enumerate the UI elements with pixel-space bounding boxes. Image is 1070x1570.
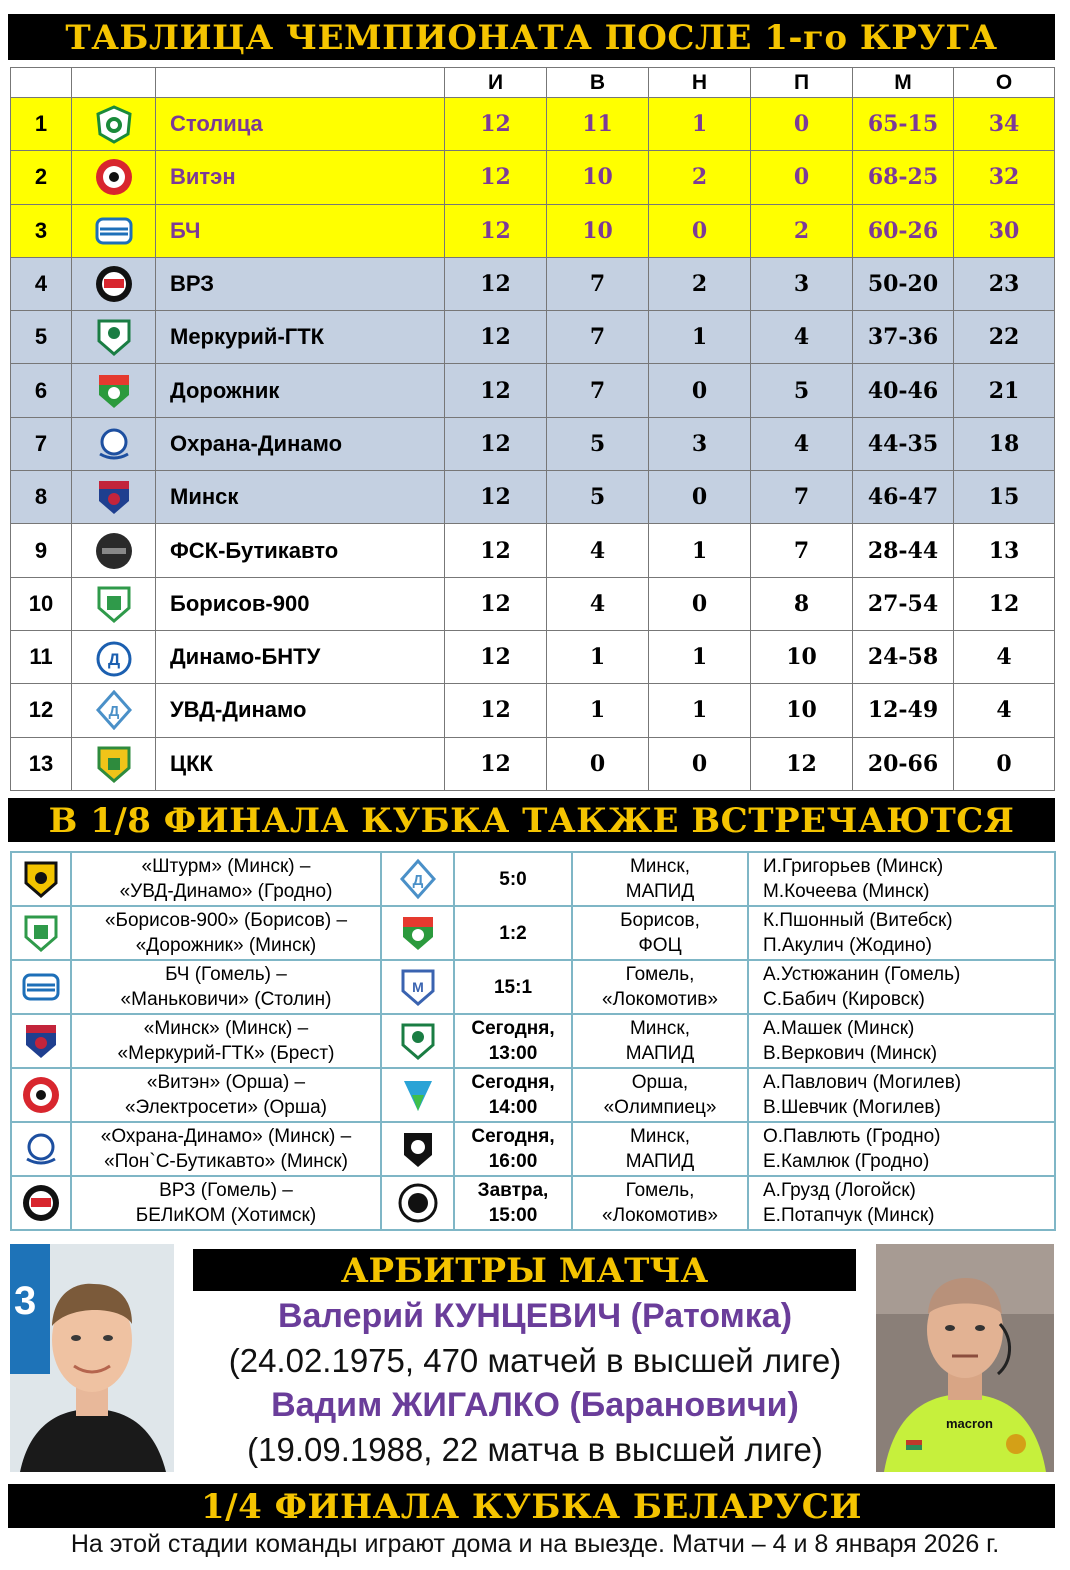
- wins-cell: 5: [547, 417, 649, 470]
- team-logo-cell: [72, 630, 156, 683]
- wins-cell: 10: [547, 151, 649, 204]
- home-logo-cell: [11, 1068, 71, 1122]
- venue-cell: [572, 1014, 748, 1068]
- cup-match-row: [11, 960, 1055, 1014]
- games-cell: 12: [445, 737, 547, 790]
- away-team-line: «Дорожник» (Минск): [135, 935, 317, 956]
- goals-cell: 46-47: [853, 471, 954, 524]
- goals-cell: 27-54: [853, 577, 954, 630]
- draws-cell: 0: [649, 204, 751, 257]
- games-cell: 12: [445, 577, 547, 630]
- position-cell: 13: [11, 737, 72, 790]
- home-logo-cell: [11, 1014, 71, 1068]
- team-name-cell: ВРЗ: [156, 257, 445, 310]
- referee-1: А.Устюжанин (Гомель): [763, 964, 961, 985]
- losses-cell: 10: [751, 684, 853, 737]
- wins-cell: 10: [547, 204, 649, 257]
- team-logo-cell: [72, 684, 156, 737]
- draws-cell: 1: [649, 311, 751, 364]
- header-empty: [156, 68, 445, 98]
- team-logo-cell: [72, 737, 156, 790]
- cup-match-row: [11, 852, 1055, 906]
- losses-cell: 7: [751, 524, 853, 577]
- standings-row: [11, 684, 1055, 737]
- home-logo-cell: [11, 906, 71, 960]
- away-team-line: «УВД-Динамо» (Гродно): [119, 881, 333, 902]
- okhrana-logo-icon: [21, 1128, 61, 1170]
- losses-cell: 4: [751, 311, 853, 364]
- referee-photo-right: [876, 1244, 1054, 1472]
- borisov-logo-icon: [94, 584, 134, 624]
- venue-arena: «Локомотив»: [602, 989, 718, 1010]
- minsk-logo-icon: [94, 477, 134, 517]
- venue-arena: МАПИД: [625, 1043, 695, 1064]
- venue-city: Орша,: [631, 1072, 689, 1093]
- losses-cell: 10: [751, 630, 853, 683]
- svg-text:Д: Д: [412, 872, 423, 889]
- away-logo-cell: [381, 1068, 454, 1122]
- referee-2: В.Шевчик (Могилев): [763, 1097, 941, 1118]
- wins-cell: 7: [547, 311, 649, 364]
- position-cell: 7: [11, 417, 72, 470]
- games-cell: 12: [445, 364, 547, 417]
- team-name-cell: Столица: [156, 98, 445, 151]
- team-name-cell: Борисов-900: [156, 577, 445, 630]
- away-logo-cell: [381, 852, 454, 906]
- standings-row: [11, 364, 1055, 417]
- result-cell: [454, 1014, 572, 1068]
- draws-cell: 0: [649, 471, 751, 524]
- standings-row: [11, 737, 1055, 790]
- position-cell: 6: [11, 364, 72, 417]
- svg-text:Д: Д: [108, 703, 119, 721]
- standings-row: [11, 417, 1055, 470]
- referees-cell: [748, 906, 1055, 960]
- uvd-logo-icon: [398, 858, 438, 900]
- away-team-line: «Пон`С-Бутикавто» (Минск): [104, 1151, 348, 1172]
- match-time: 16:00: [488, 1151, 538, 1172]
- wins-cell: 5: [547, 471, 649, 524]
- games-cell: 12: [445, 151, 547, 204]
- games-cell: 12: [445, 630, 547, 683]
- games-cell: 12: [445, 417, 547, 470]
- home-team-line: БЧ (Гомель) –: [165, 964, 287, 985]
- losses-cell: 12: [751, 737, 853, 790]
- bch-logo-icon: [21, 966, 61, 1008]
- wins-cell: 7: [547, 257, 649, 310]
- team-logo-cell: [72, 364, 156, 417]
- draws-cell: 0: [649, 737, 751, 790]
- wins-cell: 4: [547, 524, 649, 577]
- matchup-cell: [71, 906, 381, 960]
- points-cell: 32: [954, 151, 1055, 204]
- cup-match-row: [11, 906, 1055, 960]
- goals-cell: 40-46: [853, 364, 954, 417]
- referee-1: А.Грузд (Логойск): [763, 1180, 916, 1201]
- goals-cell: 28-44: [853, 524, 954, 577]
- draws-cell: 0: [649, 577, 751, 630]
- wins-cell: 0: [547, 737, 649, 790]
- venue-arena: МАПИД: [625, 1151, 695, 1172]
- wins-cell: 1: [547, 630, 649, 683]
- team-logo-cell: [72, 311, 156, 364]
- draws-cell: 2: [649, 257, 751, 310]
- home-team-line: «Борисов-900» (Борисов) –: [104, 910, 348, 931]
- result-cell: [454, 1176, 572, 1230]
- standings-row: [11, 524, 1055, 577]
- header-goals: М: [853, 68, 954, 98]
- matchup-cell: [71, 1122, 381, 1176]
- position-cell: 4: [11, 257, 72, 310]
- goals-cell: 37-36: [853, 311, 954, 364]
- away-team-line: «Электросети» (Орша): [124, 1097, 327, 1118]
- standings-title: ТАБЛИЦА ЧЕМПИОНАТА ПОСЛЕ 1-го КРУГА: [8, 14, 1055, 60]
- referee-1: А.Машек (Минск): [763, 1018, 915, 1039]
- losses-cell: 4: [751, 417, 853, 470]
- belikom-logo-icon: [398, 1182, 438, 1224]
- result-cell: 5:0: [454, 852, 572, 906]
- games-cell: 12: [445, 524, 547, 577]
- referee-2: М.Кочеева (Минск): [763, 881, 930, 902]
- points-cell: 30: [954, 204, 1055, 257]
- games-cell: 12: [445, 684, 547, 737]
- match-time: 15:00: [488, 1205, 538, 1226]
- goals-cell: 44-35: [853, 417, 954, 470]
- points-cell: 15: [954, 471, 1055, 524]
- header-empty: [72, 68, 156, 98]
- away-team-line: «Маньковичи» (Столин): [120, 989, 332, 1010]
- draws-cell: 1: [649, 524, 751, 577]
- position-cell: 8: [11, 471, 72, 524]
- table-header-row: [11, 68, 1055, 98]
- matchup-cell: [71, 960, 381, 1014]
- match-day: Сегодня,: [471, 1072, 555, 1093]
- points-cell: 21: [954, 364, 1055, 417]
- draws-cell: 1: [649, 630, 751, 683]
- away-logo-cell: [381, 1176, 454, 1230]
- team-logo-cell: [72, 98, 156, 151]
- team-logo-cell: [72, 577, 156, 630]
- home-logo-cell: [11, 1176, 71, 1230]
- vrz-logo-icon: [21, 1182, 61, 1224]
- standings-row: [11, 151, 1055, 204]
- points-cell: 4: [954, 630, 1055, 683]
- header-wins: В: [547, 68, 649, 98]
- shturm-logo-icon: [21, 858, 61, 900]
- merkuriy-logo-icon: [398, 1020, 438, 1062]
- butikavto-logo-icon: [94, 531, 134, 571]
- match-day: Завтра,: [477, 1180, 549, 1201]
- referee-1: И.Григорьев (Минск): [763, 856, 944, 877]
- venue-cell: [572, 906, 748, 960]
- venue-city: Минск,: [629, 1126, 691, 1147]
- position-cell: 10: [11, 577, 72, 630]
- stolitsa-logo-icon: [94, 104, 134, 144]
- okhrana-logo-icon: [94, 424, 134, 464]
- team-name-cell: Витэн: [156, 151, 445, 204]
- away-logo-cell: [381, 960, 454, 1014]
- goals-cell: 20-66: [853, 737, 954, 790]
- wins-cell: 7: [547, 364, 649, 417]
- team-logo-cell: [72, 524, 156, 577]
- goals-cell: 68-25: [853, 151, 954, 204]
- home-logo-cell: [11, 960, 71, 1014]
- position-cell: 9: [11, 524, 72, 577]
- games-cell: 12: [445, 471, 547, 524]
- wins-cell: 11: [547, 98, 649, 151]
- quarterfinal-note: На этой стадии команды играют дома и на выезде. Матчи – 4 и 8 января 2026 г.: [70, 1530, 1000, 1558]
- result-cell: [454, 1068, 572, 1122]
- draws-cell: 2: [649, 151, 751, 204]
- home-logo-cell: [11, 1122, 71, 1176]
- uvd-logo-icon: [94, 690, 134, 730]
- team-name-cell: Меркурий-ГТК: [156, 311, 445, 364]
- venue-arena: ФОЦ: [638, 935, 682, 956]
- vrz-logo-icon: [94, 264, 134, 304]
- home-logo-cell: [11, 852, 71, 906]
- cup-match-row: [11, 1122, 1055, 1176]
- goals-cell: 65-15: [853, 98, 954, 151]
- header-points: О: [954, 68, 1055, 98]
- goals-cell: 50-20: [853, 257, 954, 310]
- losses-cell: 7: [751, 471, 853, 524]
- venue-cell: [572, 960, 748, 1014]
- result-cell: 15:1: [454, 960, 572, 1014]
- bch-logo-icon: [94, 211, 134, 251]
- cup-match-row: [11, 1014, 1055, 1068]
- svg-text:Д: Д: [107, 650, 120, 670]
- points-cell: 12: [954, 577, 1055, 630]
- dorozhnik-logo-icon: [398, 912, 438, 954]
- mankovichi-logo-icon: [398, 966, 438, 1008]
- position-cell: 12: [11, 684, 72, 737]
- team-logo-cell: [72, 257, 156, 310]
- result-cell: [454, 1122, 572, 1176]
- referee-2-name: Вадим ЖИГАЛКО (Барановичи): [271, 1386, 799, 1424]
- away-logo-cell: [381, 1122, 454, 1176]
- position-cell: 5: [11, 311, 72, 364]
- draws-cell: 1: [649, 98, 751, 151]
- goals-cell: 60-26: [853, 204, 954, 257]
- referee-2: В.Веркович (Минск): [763, 1043, 938, 1064]
- games-cell: 12: [445, 204, 547, 257]
- away-team-line: БЕЛиКОМ (Хотимск): [135, 1205, 317, 1226]
- home-team-line: «Охрана-Динамо» (Минск) –: [100, 1126, 352, 1147]
- standings-row: [11, 204, 1055, 257]
- referee-2: Е.Камлюк (Гродно): [763, 1151, 930, 1172]
- elektroseti-logo-icon: [398, 1074, 438, 1116]
- venue-city: Борисов,: [620, 910, 700, 931]
- losses-cell: 5: [751, 364, 853, 417]
- standings-row: [11, 311, 1055, 364]
- referee-photo-left: [10, 1244, 174, 1472]
- team-logo-cell: [72, 417, 156, 470]
- kit-brand-text: macron: [946, 1416, 993, 1431]
- referee-1-info: (24.02.1975, 470 матчей в высшей лиге): [228, 1342, 842, 1379]
- matchup-cell: [71, 1068, 381, 1122]
- losses-cell: 0: [751, 98, 853, 151]
- draws-cell: 3: [649, 417, 751, 470]
- svg-text:3: 3: [14, 1279, 37, 1323]
- away-logo-cell: [381, 1014, 454, 1068]
- team-name-cell: ФСК-Бутикавто: [156, 524, 445, 577]
- quarterfinal-title: 1/4 ФИНАЛА КУБКА БЕЛАРУСИ: [8, 1484, 1055, 1528]
- games-cell: 12: [445, 311, 547, 364]
- referees-cell: [748, 1068, 1055, 1122]
- position-cell: 1: [11, 98, 72, 151]
- draws-cell: 0: [649, 364, 751, 417]
- referees-cell: [748, 1176, 1055, 1230]
- points-cell: 34: [954, 98, 1055, 151]
- borisov-logo-icon: [21, 912, 61, 954]
- venue-city: Минск,: [629, 856, 691, 877]
- cup-title: В 1/8 ФИНАЛА КУБКА ТАКЖЕ ВСТРЕЧАЮТСЯ: [8, 798, 1055, 842]
- home-team-line: ВРЗ (Гомель) –: [159, 1180, 293, 1201]
- venue-arena: «Олимпиец»: [603, 1097, 717, 1118]
- standings-row: [11, 98, 1055, 151]
- match-time: 13:00: [488, 1043, 538, 1064]
- pons-logo-icon: [398, 1128, 438, 1170]
- games-cell: 12: [445, 98, 547, 151]
- team-name-cell: УВД-Динамо: [156, 684, 445, 737]
- position-cell: 3: [11, 204, 72, 257]
- standings-row: [11, 257, 1055, 310]
- draws-cell: 1: [649, 684, 751, 737]
- matchup-cell: [71, 1014, 381, 1068]
- matchup-cell: [71, 1176, 381, 1230]
- header-draws: Н: [649, 68, 751, 98]
- referee-2-info: (19.09.1988, 22 матча в высшей лиге): [247, 1431, 823, 1468]
- venue-city: Гомель,: [625, 1180, 695, 1201]
- games-cell: 12: [445, 257, 547, 310]
- standings-table: [10, 67, 1055, 791]
- away-logo-cell: [381, 906, 454, 960]
- team-logo-cell: [72, 151, 156, 204]
- venue-cell: [572, 1122, 748, 1176]
- team-name-cell: Минск: [156, 471, 445, 524]
- dorozhnik-logo-icon: [94, 371, 134, 411]
- cup-match-row: [11, 1068, 1055, 1122]
- dinamo-bntu-logo-icon: [94, 637, 134, 677]
- venue-cell: [572, 1068, 748, 1122]
- referee-2: Е.Потапчук (Минск): [763, 1205, 935, 1226]
- match-time: 14:00: [488, 1097, 538, 1118]
- venue-cell: [572, 852, 748, 906]
- standings-row: [11, 577, 1055, 630]
- minsk-logo-icon: [21, 1020, 61, 1062]
- wins-cell: 4: [547, 577, 649, 630]
- home-team-line: «Витэн» (Орша) –: [146, 1072, 306, 1093]
- position-cell: 2: [11, 151, 72, 204]
- points-cell: 13: [954, 524, 1055, 577]
- header-empty: [11, 68, 72, 98]
- viten-logo-icon: [21, 1074, 61, 1116]
- result-cell: 1:2: [454, 906, 572, 960]
- match-day: Сегодня,: [471, 1018, 555, 1039]
- venue-cell: [572, 1176, 748, 1230]
- viten-logo-icon: [94, 157, 134, 197]
- team-name-cell: Охрана-Динамо: [156, 417, 445, 470]
- wins-cell: 1: [547, 684, 649, 737]
- referee-1: К.Пшонный (Витебск): [763, 910, 953, 931]
- referees-cell: [748, 1122, 1055, 1176]
- points-cell: 18: [954, 417, 1055, 470]
- referee-2: С.Бабич (Кировск): [763, 989, 925, 1010]
- losses-cell: 3: [751, 257, 853, 310]
- losses-cell: 2: [751, 204, 853, 257]
- ckk-logo-icon: [94, 744, 134, 784]
- venue-city: Минск,: [629, 1018, 691, 1039]
- away-team-line: «Меркурий-ГТК» (Брест): [117, 1043, 335, 1064]
- referees-title: АРБИТРЫ МАТЧА: [193, 1249, 856, 1291]
- svg-text:М: М: [411, 979, 424, 995]
- venue-arena: «Локомотив»: [602, 1205, 718, 1226]
- home-team-line: «Минск» (Минск) –: [143, 1018, 309, 1039]
- goals-cell: 24-58: [853, 630, 954, 683]
- points-cell: 0: [954, 737, 1055, 790]
- venue-arena: МАПИД: [625, 881, 695, 902]
- referee-1: А.Павлович (Могилев): [763, 1072, 962, 1093]
- team-logo-cell: [72, 204, 156, 257]
- points-cell: 22: [954, 311, 1055, 364]
- team-name-cell: ЦКК: [156, 737, 445, 790]
- referee-2: П.Акулич (Жодино): [763, 935, 932, 956]
- referees-cell: [748, 852, 1055, 906]
- points-cell: 23: [954, 257, 1055, 310]
- team-name-cell: Дорожник: [156, 364, 445, 417]
- team-logo-cell: [72, 471, 156, 524]
- header-games: И: [445, 68, 547, 98]
- header-losses: П: [751, 68, 853, 98]
- team-name-cell: БЧ: [156, 204, 445, 257]
- goals-cell: 12-49: [853, 684, 954, 737]
- losses-cell: 8: [751, 577, 853, 630]
- cup-match-row: [11, 1176, 1055, 1230]
- position-cell: 11: [11, 630, 72, 683]
- referees-cell: [748, 1014, 1055, 1068]
- losses-cell: 0: [751, 151, 853, 204]
- merkuriy-logo-icon: [94, 317, 134, 357]
- referees-cell: [748, 960, 1055, 1014]
- referee-1: О.Павлють (Гродно): [763, 1126, 941, 1147]
- cup-matches-table: [10, 851, 1056, 1231]
- team-name-cell: Динамо-БНТУ: [156, 630, 445, 683]
- matchup-cell: [71, 852, 381, 906]
- standings-row: [11, 471, 1055, 524]
- standings-row: [11, 630, 1055, 683]
- points-cell: 4: [954, 684, 1055, 737]
- referee-1-name: Валерий КУНЦЕВИЧ (Ратомка): [277, 1297, 793, 1335]
- home-team-line: «Штурм» (Минск) –: [141, 856, 311, 877]
- match-day: Сегодня,: [471, 1126, 555, 1147]
- venue-city: Гомель,: [625, 964, 695, 985]
